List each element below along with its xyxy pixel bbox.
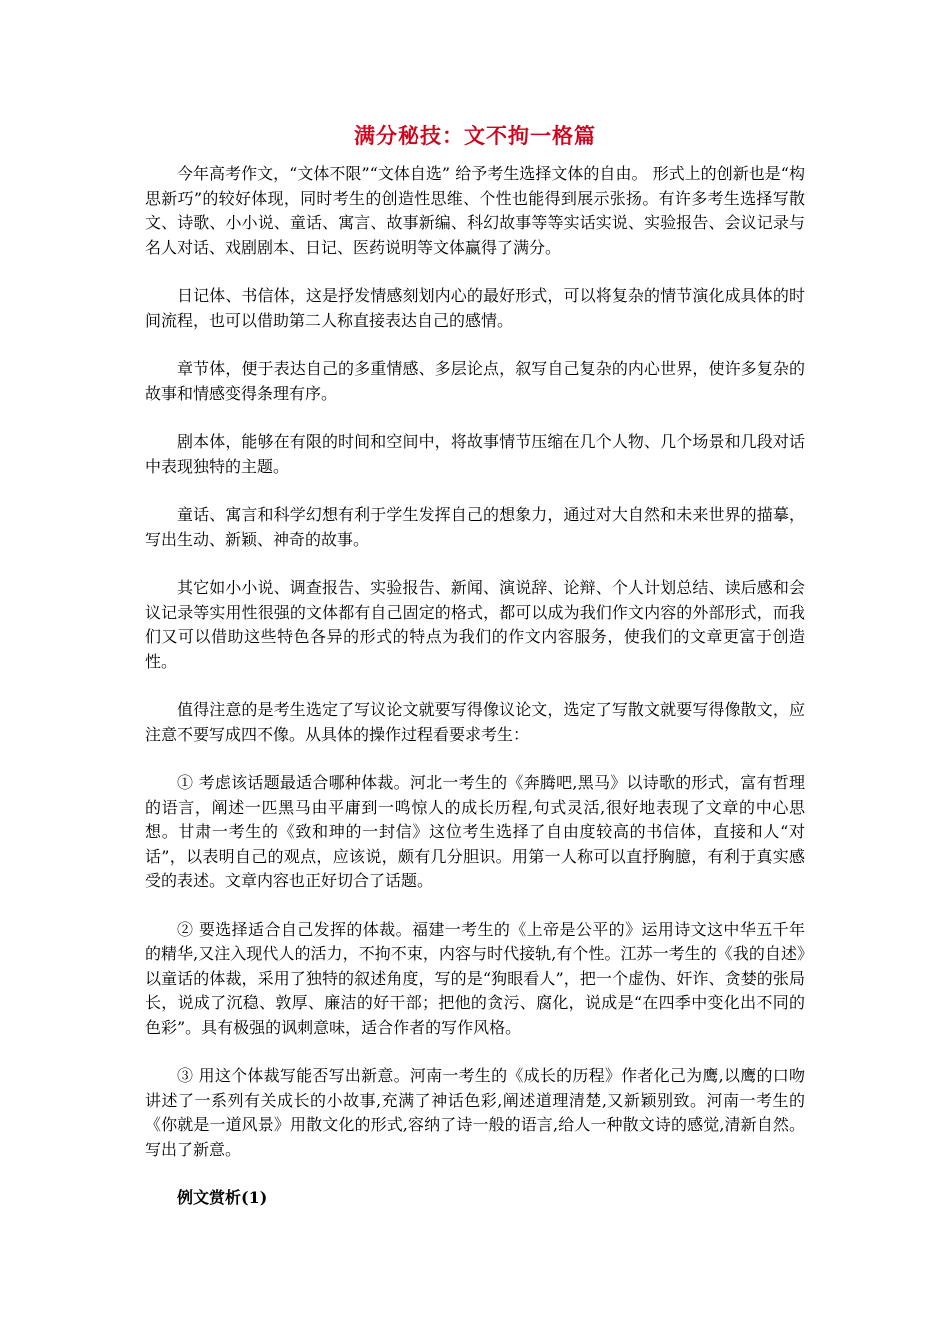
paragraph-script: 剧本体，能够在有限的时间和空间中，将故事情节压缩在几个人物、几个场景和几段对话中表现独特的主题。 bbox=[145, 432, 805, 476]
document-page bbox=[145, 118, 805, 1211]
paragraph-attention: 值得注意的是考生选定了写议论文就要写得像议论文，选定了写散文就要写得像散文，应注意不要写成四不像。从具体的操作过程看要求考生： bbox=[145, 700, 805, 744]
paragraph-point-3: ③ 用这个体裁写能否写出新意。河南一考生的《成长的历程》作者化己为鹰,以鹰的口吻讲述了一系列有关成长的小故事,充满了神话色彩,阐述道理清楚,又新颖别致。河南一考生的《你就是一道风景》用散文化的形式,容纳了诗一般的语言,给人一种散文诗的感觉,清新自然。写出了新意。 bbox=[145, 1066, 805, 1159]
document-title: 满分秘技：文不拘一格篇 bbox=[354, 123, 596, 148]
paragraph-fairy-tale: 童话、寓言和科学幻想有利于学生发挥自己的想象力，通过对大自然和未来世界的描摹，写出生动、新颖、神奇的故事。 bbox=[145, 505, 805, 549]
paragraph-diary-letter: 日记体、书信体，这是抒发情感刻划内心的最好形式，可以将复杂的情节演化成具体的时间流程，也可以借助第二人称直接表达自己的感情。 bbox=[145, 286, 805, 330]
paragraph-intro: 今年高考作文，“文体不限”“文体自选” 给予考生选择文体的自由。 形式上的创新也是“构思新巧”的较好体现，同时考生的创造性思维、个性也能得到展示张扬。有许多考生选择写散文、诗歌、小小说、童话、寓言、故事新编、科幻故事等等实话实说、实验报告、会议记录与名人对话、戏剧剧本、日记、医药说明等文体赢得了满分。 bbox=[145, 164, 805, 257]
paragraph-point-1: ① 考虑该话题最适合哪种体裁。河北一考生的《奔腾吧,黑马》以诗歌的形式，富有哲理的语言，阐述一匹黑马由平庸到一鸣惊人的成长历程,句式灵活,很好地表现了文章的中心思想。甘肃一考生的《致和珅的一封信》这位考生选择了自由度较高的书信体，直接和人“对话”，以表明自己的观点，应该说，颇有几分胆识。用第一人称可以直抒胸臆，有利于真实感受的表述。文章内容也正好切合了话题。 bbox=[145, 773, 805, 890]
example-subheading: 例文赏析(1) bbox=[177, 1188, 268, 1207]
paragraph-practical-styles: 其它如小小说、调查报告、实验报告、新闻、演说辞、论辩、个人计划总结、读后感和会议记录等实用性很强的文体都有自己固定的格式，都可以成为我们作文内容的外部形式，而我们又可以借助这些特色各异的形式的特点为我们的作文内容服务，使我们的文章更富于创造性。 bbox=[145, 578, 805, 671]
paragraph-chapter: 章节体，便于表达自己的多重情感、多层论点，叙写自己复杂的内心世界，使许多复杂的故事和情感变得条理有序。 bbox=[145, 359, 805, 403]
paragraph-point-2: ② 要选择适合自己发挥的体裁。福建一考生的《上帝是公平的》运用诗文这中华五千年的精华,又注入现代人的活力，不拘不束，内容与时代接轨,有个性。江苏一考生的《我的自述》以童话的体裁，采用了独特的叙述角度，写的是“狗眼看人”，把一个虚伪、奸诈、贪婪的张局长，说成了沉稳、敦厚、廉洁的好干部；把他的贪污、腐化，说成是“在四季中变化出不同的色彩”。具有极强的讽刺意味，适合作者的写作风格。 bbox=[145, 919, 805, 1037]
